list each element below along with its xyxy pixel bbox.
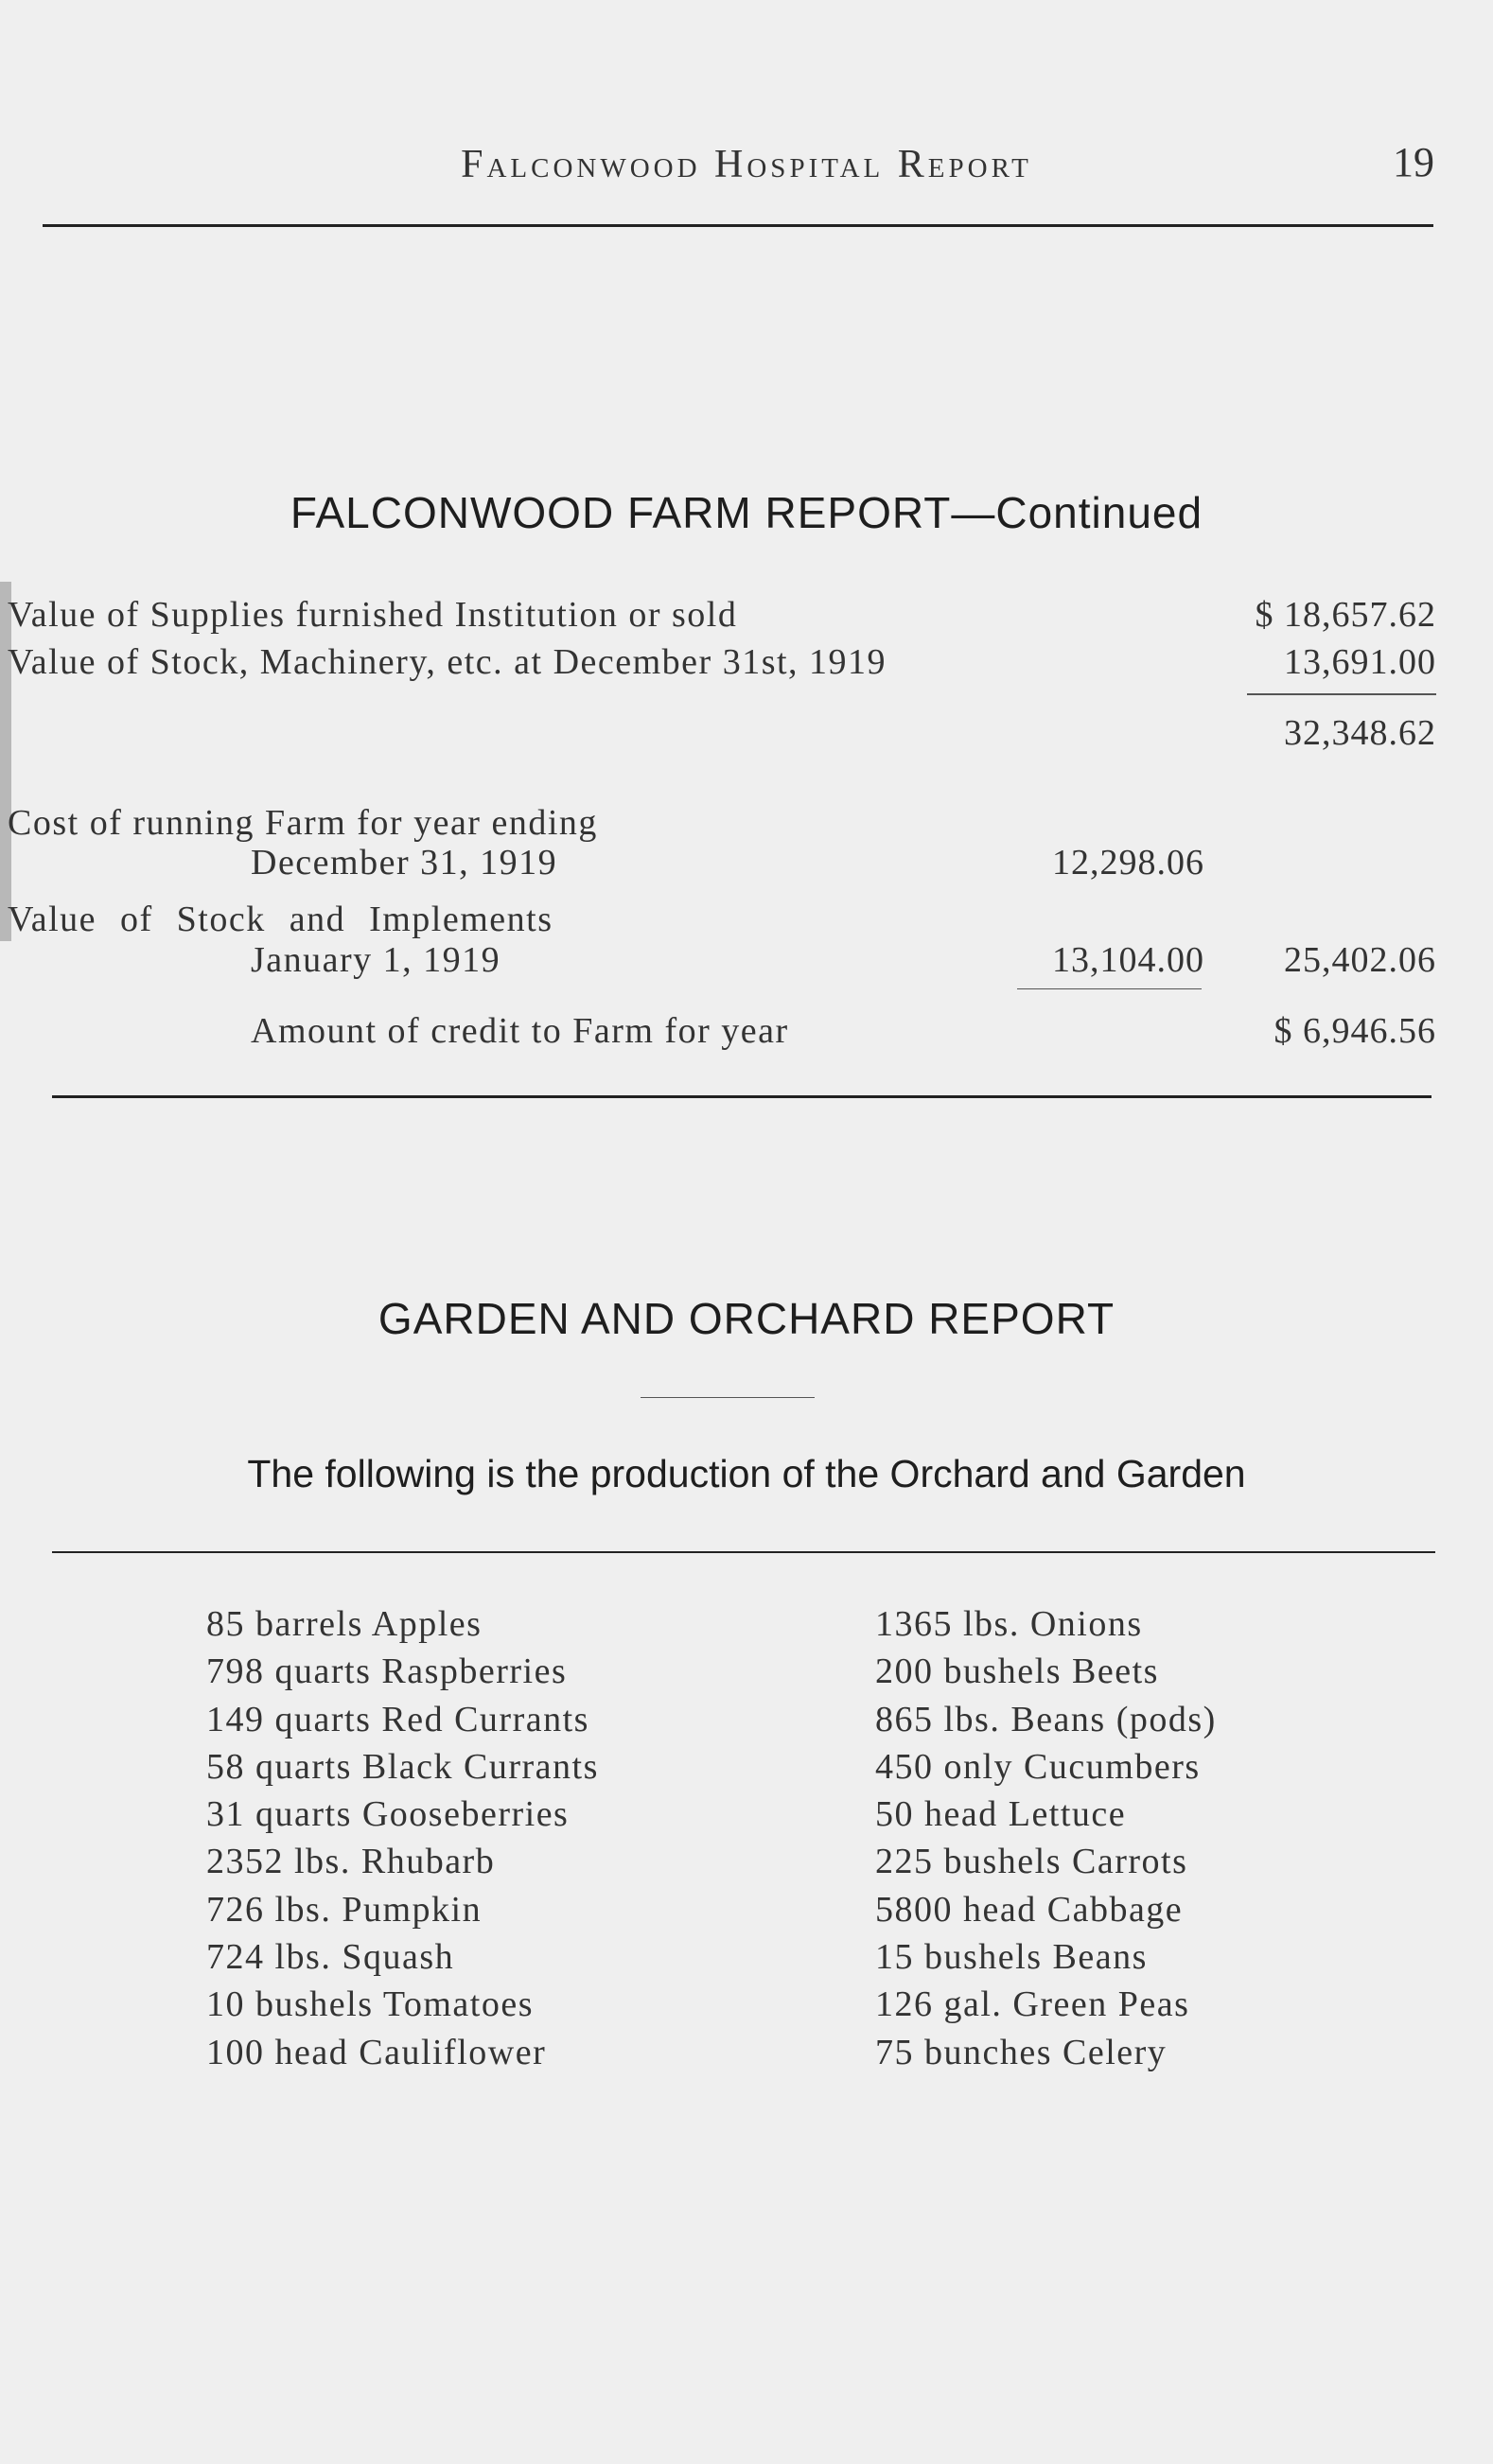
left-produce-item: 149 quarts Red Currants [206,1699,589,1739]
cost-value: 12,298.06 [1052,843,1204,882]
subtotal-rule [1247,693,1436,695]
left-produce-item: 2352 lbs. Rhubarb [206,1842,496,1882]
right-production-list [875,1600,1217,2076]
left-produce-item: 100 head Cauliflower [206,2032,547,2072]
left-produce-item: 724 lbs. Squash [206,1937,455,1978]
right-produce-item: 5800 head Cabbage [875,1889,1184,1930]
left-produce-item: 726 lbs. Pumpkin [206,1889,483,1930]
right-produce-item: 450 only Cucumbers [875,1746,1201,1787]
farm-report-title: FALCONWOOD FARM REPORT—Continued [290,488,1203,537]
stock-jan-label-line-2: January 1, 1919 [251,940,501,980]
right-produce-item: 225 bushels Carrots [875,1842,1188,1882]
right-produce-item: 15 bushels Beans [875,1937,1148,1978]
deductions-rule [1017,988,1202,989]
stock-dec-label: Value of Stock, Machinery, etc. at December 31st, 1919 [8,642,887,682]
stock-dec-value: 13,691.00 [1284,642,1436,682]
left-produce-item: 58 quarts Black Currants [206,1746,599,1787]
left-produce-item: 10 bushels Tomatoes [206,1984,535,2025]
page-edge-shadow [0,582,11,941]
garden-title-divider [641,1397,815,1398]
supplies-value: $ 18,657.62 [1255,595,1436,635]
credit-value: $ 6,946.56 [1273,1011,1436,1051]
running-head: Falconwood Hospital Report [461,143,1032,186]
right-produce-item: 200 bushels Beets [875,1651,1159,1692]
left-produce-item: 798 quarts Raspberries [206,1651,568,1692]
left-production-list [206,1600,599,2076]
subtotal-value: 32,348.62 [1284,713,1436,753]
farm-report-bottom-rule [52,1095,1432,1098]
stock-jan-value: 13,104.00 [1052,940,1204,980]
left-produce-item: 85 barrels Apples [206,1604,483,1644]
right-produce-item: 126 gal. Green Peas [875,1984,1190,2025]
supplies-label: Value of Supplies furnished Institution or sold [8,595,738,635]
right-produce-item: 865 lbs. Beans (pods) [875,1699,1217,1739]
garden-report-title: GARDEN AND ORCHARD REPORT [378,1294,1115,1343]
left-produce-item: 31 quarts Gooseberries [206,1794,570,1835]
cost-label-line-2: December 31, 1919 [251,843,558,882]
stock-jan-label-line-1: Value of Stock and Implements [8,900,553,939]
right-produce-item: 50 head Lettuce [875,1794,1127,1835]
cost-label-line-1: Cost of running Farm for year ending [8,803,598,843]
garden-intro: The following is the production of the Orchard and Garden [247,1452,1246,1495]
right-produce-item: 75 bunches Celery [875,2032,1168,2072]
credit-label: Amount of credit to Farm for year [251,1011,789,1051]
header-rule [43,224,1433,227]
right-produce-item: 1365 lbs. Onions [875,1604,1143,1644]
garden-intro-rule [52,1551,1435,1553]
deductions-total: 25,402.06 [1284,940,1436,980]
page-number: 19 [1393,139,1434,185]
